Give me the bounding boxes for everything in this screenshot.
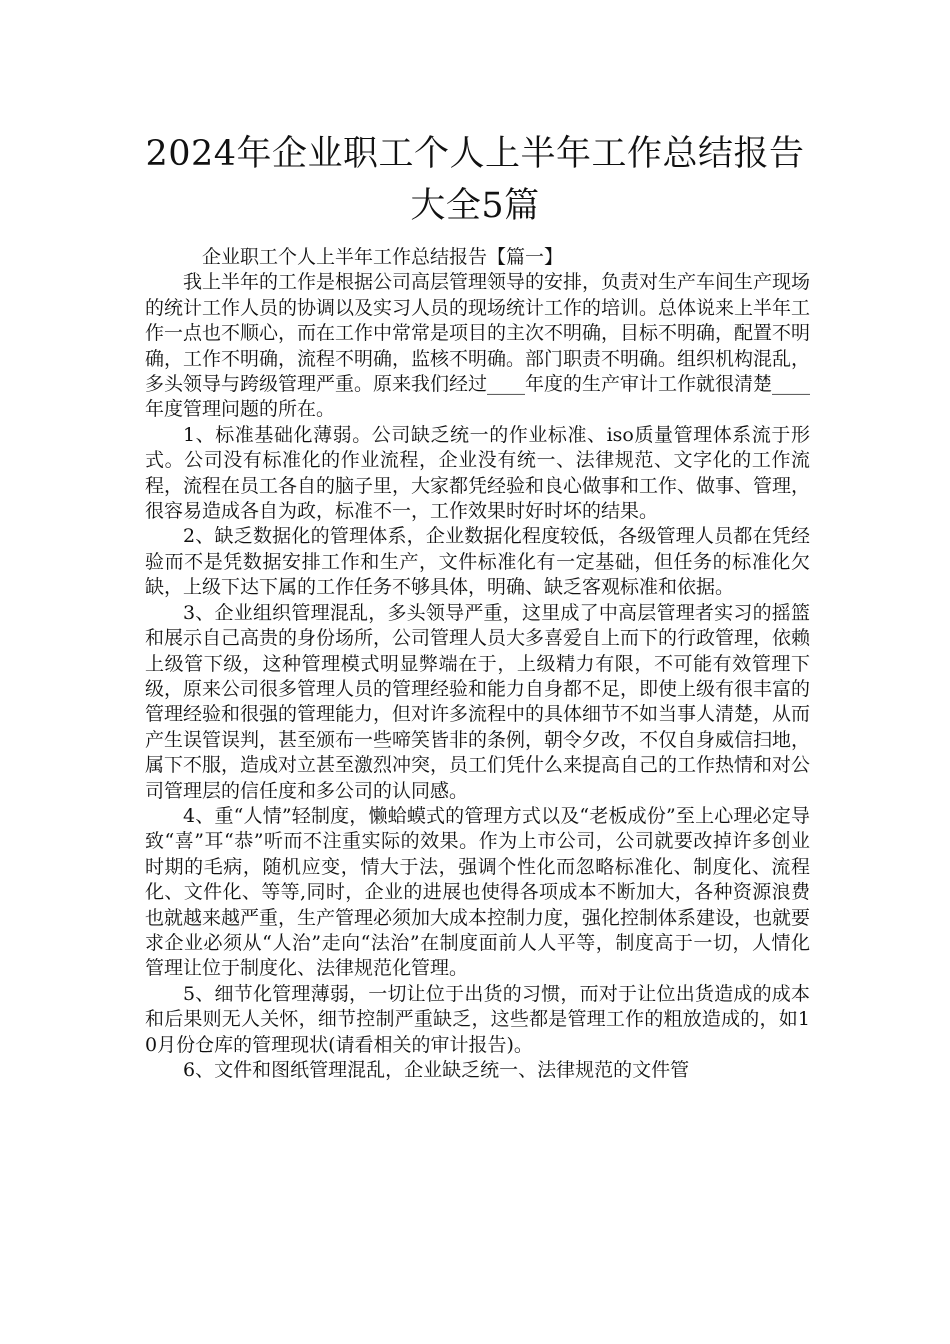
paragraph-item-1: 1、标准基础化薄弱。公司缺乏统一的作业标准、iso质量管理体系流于形式。公司没有标准化的作业流程，企业没有统一、法律规范、文字化的工作流程，流程在员工各自的脑子里，大家都凭经验和良心做事和工作、做事、管理，很容易造成各自为政，标准不一，工作效果时好时坏的结果。	[145, 423, 811, 523]
paragraph-intro: 我上半年的工作是根据公司高层管理领导的安排，负责对生产车间生产现场的统计工作人员的协调以及实习人员的现场统计工作的培训。总体说来上半年工作一点也不顺心，而在工作中常常是项目的主次不明确，目标不明确，配置不明确，工作不明确，流程不明确，监核不明确。部门职责不明确。组织机构混乱，多头领导与跨级管理严重。原来我们经过____年度的生产审计工作就很清楚____年度管理问题的所在。	[145, 271, 811, 421]
paragraph-item-4: 4、重“人情”轻制度，懒蛤蟆式的管理方式以及“老板成份”至上心理必定导致“喜”耳“恭”听而不注重实际的效果。作为上市公司，公司就要改掉许多创业时期的毛病，随机应变，情大于法，强调个性化而忽略标准化、制度化、流程化、文件化、等等,同时，企业的进展也使得各项成本不断加大，各种资源浪费也就越来越严重，生产管理必须加大成本控制力度，强化控制体系建设，也就要求企业必须从“人治”走向“法治”在制度面前人人平等，制度高于一切，人情化管理让位于制度化、法律规范化管理。	[145, 804, 811, 980]
section-heading: 企业职工个人上半年工作总结报告【篇一】	[202, 246, 564, 268]
title-line-2: 大全5篇	[410, 186, 540, 226]
paragraph-item-3: 3、企业组织管理混乱，多头领导严重，这里成了中高层管理者实习的摇篮和展示自己高贵的身份场所，公司管理人员大多喜爱自上而下的行政管理，依赖上级管下级，这种管理模式明显弊端在于，上级精力有限，不可能有效管理下级，原来公司很多管理人员的管理经验和能力自身都不足，即使上级有很丰富的管理经验和很强的管理能力，但对许多流程中的具体细节不如当事人清楚，从而产生误管误判，甚至颁布一些啼笑皆非的条例，朝令夕改，不仅自身威信扫地，属下不服，造成对立甚至激烈冲突，员工们凭什么来提高自己的工作热情和对公司管理层的信任度和多公司的认同感。	[145, 601, 811, 802]
paragraph-item-5: 5、细节化管理薄弱，一切让位于出货的习惯，而对于让位出货造成的成本和后果则无人关怀，细节控制严重缺乏，这些都是管理工作的粗放造成的，如10月份仓库的管理现状(请看相关的审计报告)。	[145, 982, 810, 1056]
title-line-1: 2024年企业职工个人上半年工作总结报告	[145, 134, 805, 174]
document-title	[100, 128, 850, 232]
paragraph-item-6: 6、文件和图纸管理混乱，企业缺乏统一、法律规范的文件管	[183, 1059, 690, 1081]
paragraph-item-2: 2、缺乏数据化的管理体系，企业数据化程度较低，各级管理人员都在凭经验而不是凭数据安排工作和生产，文件标准化有一定基础，但任务的标准化欠缺，上级下达下属的工作任务不够具体，明确、缺乏客观标准和依据。	[145, 525, 810, 599]
document-body	[145, 245, 810, 1083]
